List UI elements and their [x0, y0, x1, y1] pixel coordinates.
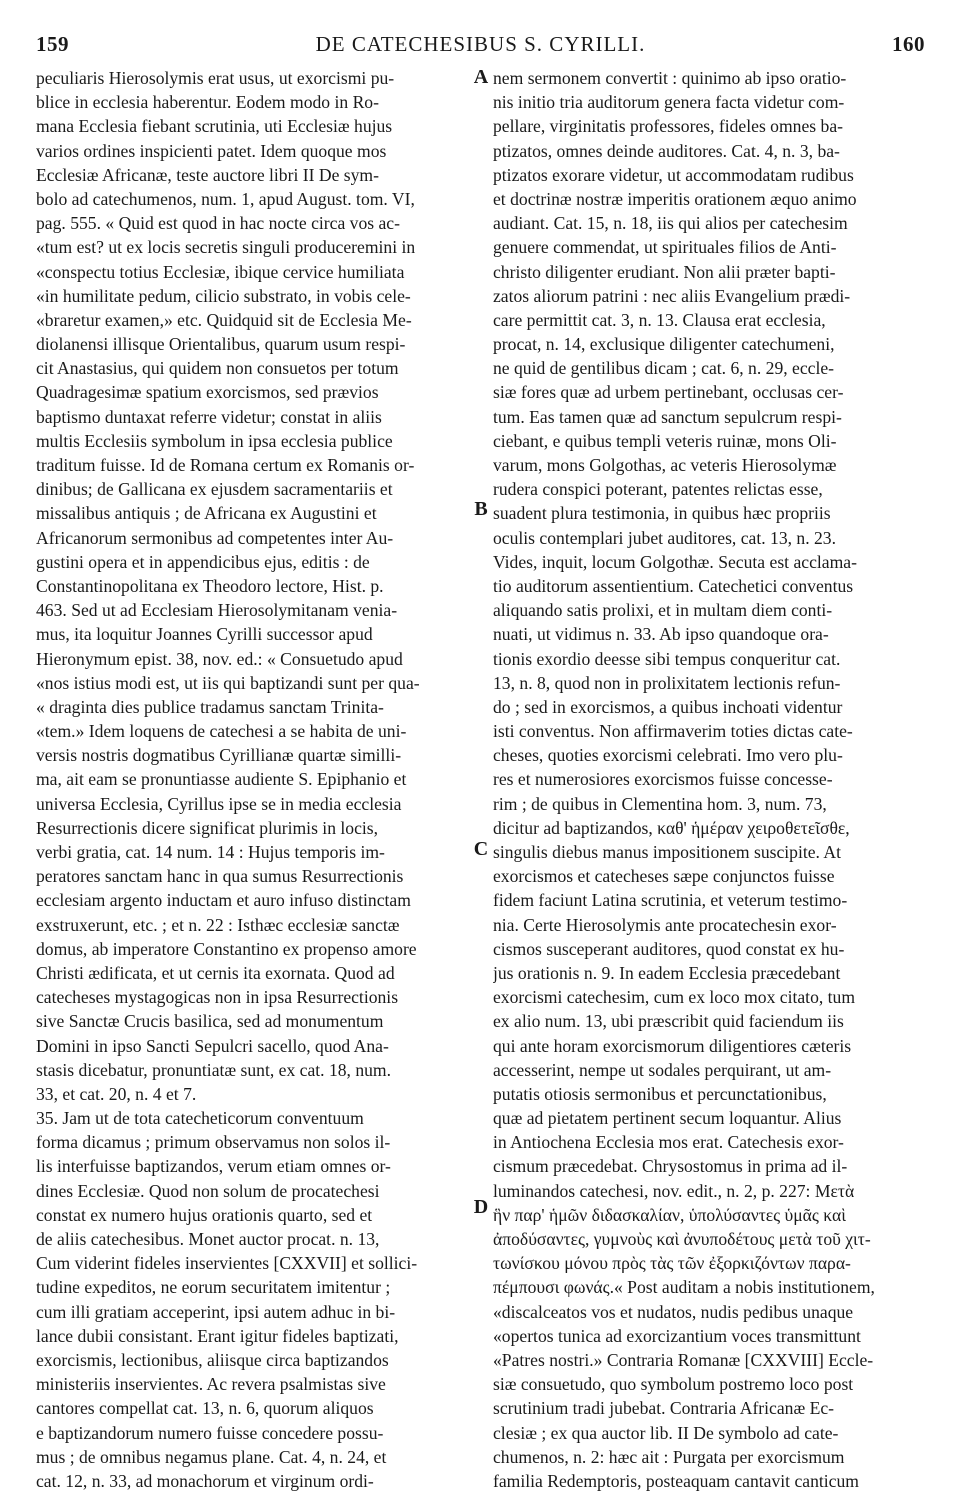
text-line: blice in ecclesia haberentur. Eodem modo in Ro-: [36, 92, 379, 113]
text-line: fidem faciunt Latina scrutinia, et veterum testimo-: [493, 890, 848, 911]
text-line: care permittit cat. 3, n. 13. Clausa erat ecclesia,: [493, 309, 826, 330]
text-line: Vides, inquit, locum Golgothæ. Secuta est acclama-: [493, 551, 857, 572]
text-line: ἀποδύσαντες, γυμνοὺς καὶ ἀνυποδέτους μετὰ τοῦ χιτ-: [493, 1229, 871, 1249]
margin-letter-d: D: [473, 1196, 489, 1218]
text-line: Cum viderint fideles inservientes [CXXVII] et sollici-: [36, 1253, 418, 1274]
text-line: nia. Certe Hierosolymis ante procatechesin exor-: [493, 914, 837, 935]
text-line: diolanensi illisque Orientalibus, quarum usum respi-: [36, 334, 406, 355]
text-line: ministeriis inservientes. Ac revera psalmistas sive: [36, 1374, 386, 1395]
text-line: stasis dicebatur, pronuntiatæ sunt, ex cat. 18, num.: [36, 1059, 392, 1080]
text-line: cum illi gratiam acceperint, ipsi autem adhuc in bi-: [36, 1301, 396, 1322]
text-line: multis Ecclesiis symbolum in ipsa ecclesia publice: [36, 430, 393, 451]
text-line: zatos aliorum patrini : nec aliis Evangelium prædi-: [493, 285, 851, 306]
text-line: exorcismos et catecheses sæpe conjunctos fuisse: [493, 866, 835, 887]
text-line: peratores sanctam hanc in qua sumus Resurrectionis: [36, 866, 404, 887]
text-line: nem sermonem convertit : quinimo ab ipso oratio-: [493, 68, 847, 88]
text-line: ptizatos exorare videtur, ut accommodatam rudibus: [493, 164, 854, 185]
text-line: rim ; de quibus in Clementina hom. 3, num. 73,: [493, 793, 827, 814]
text-line: jus orationis n. 9. In eadem Ecclesia præcedebant: [493, 962, 841, 983]
text-line: baptismo duntaxat referre videtur; constat in aliis: [36, 406, 382, 427]
text-line: ptizatos, omnes deinde auditores. Cat. 4, n. 3, ba-: [493, 140, 840, 161]
text-line: cantores compellat cat. 13, n. 6, quorum aliquos: [36, 1398, 374, 1419]
text-line: christo diligenter erudiant. Non alii præter bapti-: [493, 261, 836, 282]
text-line: 33, et cat. 20, n. 4 et 7.: [36, 1083, 197, 1104]
text-line: lance dubii consistant. Erant igitur fideles baptizati,: [36, 1325, 399, 1346]
left-text-column: [36, 66, 472, 1493]
text-line: luminandos catechesi, nov. edit., n. 2, p. 227: Μετὰ: [493, 1180, 855, 1201]
text-line: cheses, quoties exorcismi celebrati. Imo vero plu-: [493, 745, 843, 766]
text-line: mana Ecclesia fiebant scrutinia, uti Ecclesiæ hujus: [36, 116, 393, 137]
text-line: lis interfuisse baptizandos, verum etiam omnes or-: [36, 1156, 391, 1177]
text-line: traditum fuisse. Id de Romana certum ex Romanis or-: [36, 455, 415, 475]
text-line: clesiæ ; ex qua auctor lib. II De symbolo ad cate-: [493, 1422, 839, 1443]
page-header: [36, 32, 925, 66]
text-line: aliquando satis prolixi, et in multam diem conti-: [493, 600, 833, 621]
text-line: 35. Jam ut de tota catecheticorum conventuum: [36, 1108, 364, 1129]
text-line: ecclesiam argento inductam et auro infuso distinctam: [36, 890, 411, 911]
text-line: tio auditorum assentientium. Catechetici conventus: [493, 575, 854, 596]
text-line: suadent plura testimonia, in quibus hæc propriis: [493, 503, 831, 524]
text-line: putatis otiosis sermonibus et percunctationibus,: [493, 1083, 827, 1104]
text-line: Ecclesiæ Africanæ, teste auctore libri II De sym-: [36, 164, 379, 185]
text-line: versis nostris dogmatibus Cyrillianæ quartæ similli-: [36, 745, 402, 766]
text-line: «Patres nostri.» Contraria Romanæ [CXXVIII] Eccle-: [493, 1349, 874, 1370]
running-title: DE CATECHESIBUS S. CYRILLI.: [315, 32, 646, 56]
text-line: τωνίσκου μόνου πρὸς τὰς τῶν ἐξορκιζόντων παρα-: [493, 1253, 851, 1274]
text-line: gustini opera et in appendicibus ejus, editis : de: [36, 551, 370, 572]
text-line: « draginta dies publice tradamus sanctam Trinita-: [36, 696, 384, 717]
text-line: singulis diebus manus impositionem suscipite. At: [493, 842, 841, 862]
text-line: e baptizandorum numero fuisse concedere possu-: [36, 1422, 384, 1443]
text-line: constat ex numero hujus orationis quarto, sed et: [36, 1204, 373, 1225]
text-line: ciebant, e quibus templi veteris ruinæ, mons Oli-: [493, 430, 837, 451]
text-line: do ; sed in exorcismos, a quibus inchoati videntur: [493, 696, 843, 717]
text-line: quæ ad pietatem pertinent secum loquantur. Alius: [493, 1108, 842, 1129]
margin-letter-c: C: [473, 838, 489, 860]
text-line: tudine expeditos, ne eorum securitatem imitentur ;: [36, 1277, 391, 1298]
text-line: mus ; de omnibus negamus plane. Cat. 4, n. 24, et: [36, 1446, 387, 1467]
text-line: «conspectu totius Ecclesiæ, ibique cervice humiliata: [36, 261, 405, 282]
text-line: chumenos, n. 2: hæc ait : Purgata per exorcismum: [493, 1446, 845, 1467]
text-line: tionis exordio deesse sibi tempus conqueritur cat.: [493, 648, 841, 669]
text-line: de aliis catechesibus. Monet auctor procat. n. 13,: [36, 1229, 380, 1249]
text-line: dinibus; de Gallicana ex ejusdem sacramentariis et: [36, 479, 393, 500]
text-line: 13, n. 8, quod non in prolixitatem lectionis refun-: [493, 672, 841, 693]
text-line: cat. 12, n. 33, ad monachorum et virginum ordi-: [36, 1470, 374, 1491]
text-line: Christi ædificata, et ut cernis ita exornata. Quod ad: [36, 962, 395, 983]
text-line: scrutinium tradi jubebat. Contraria Africanæ Ec-: [493, 1398, 835, 1419]
margin-section-letters: [470, 66, 492, 1466]
text-line: «tem.» Idem loquens de catechesi a se habita de uni-: [36, 721, 407, 742]
text-line: exorcismi catechesim, cum ex loco mox citato, tum: [493, 987, 856, 1008]
text-line: procat, n. 14, exclusique diligenter catechumeni,: [493, 334, 835, 355]
text-line: ex alio num. 13, ubi præscribit quid faciendum iis: [493, 1011, 844, 1032]
text-line: Resurrectionis dicere significat plurimis in locis,: [36, 817, 379, 838]
text-line: Constantinopolitana ex Theodoro lectore, Hist. p.: [36, 575, 384, 596]
text-line: audiant. Cat. 15, n. 18, iis qui alios per catechesim: [493, 213, 848, 234]
text-line: exorcismis, lectionibus, aliisque circa baptizandos: [36, 1349, 389, 1370]
page-number-left: 159: [36, 32, 69, 56]
text-line: siæ fores quæ ad urbem pertinebant, occlusas cer-: [493, 382, 844, 403]
page-number-right: 160: [892, 32, 925, 56]
text-line: familia Redemptoris, posteaquam cantavit canticum: [493, 1470, 859, 1491]
text-line: ἣν παρ' ἡμῶν διδασκαλίαν, ὑπολύσαντες ὑμᾶς καὶ: [493, 1204, 846, 1225]
text-line: varios ordines inspicienti patet. Idem quoque mos: [36, 140, 387, 161]
text-line: verbi gratia, cat. 14 num. 14 : Hujus temporis im-: [36, 842, 385, 862]
text-line: «opertos tunica ad exorcizantium voces transmittunt: [493, 1325, 861, 1346]
text-line: πέμπουσι φωνάς.« Post auditam a nobis institutionem,: [493, 1277, 875, 1298]
text-line: rudera conspici poterant, patentes relictas esse,: [493, 479, 823, 500]
text-line: mus, ita loquitur Joannes Cyrilli successor apud: [36, 624, 373, 645]
text-line: Hieronymum epist. 38, nov. ed.: « Consuetudo apud: [36, 648, 403, 669]
text-line: dicitur ad baptizandos, καθ' ἡμέραν χειροθετεῖσθε,: [493, 817, 850, 838]
right-text-column: [493, 66, 931, 1493]
text-line: tum. Eas tamen quæ ad sanctum sepulcrum respi-: [493, 406, 842, 427]
text-line: siæ consuetudo, quo symbolum postremo loco post: [493, 1374, 854, 1395]
text-line: «discalceatos vos et nudatos, nudis pedibus unaque: [493, 1301, 854, 1322]
text-line: nis initio tria auditorum genera facta videtur com-: [493, 92, 845, 113]
text-line: domus, ab imperatore Constantino ex propenso amore: [36, 938, 417, 959]
text-line: catecheses mystagogicas non in ipsa Resurrectionis: [36, 987, 399, 1008]
text-line: exstruxerunt, etc. ; et n. 22 : Isthæc ecclesiæ sanctæ: [36, 914, 400, 935]
text-line: cismos susceperant auditores, quod constat ex hu-: [493, 938, 845, 959]
text-line: oculis contemplari jubet auditores, cat. 13, n. 23.: [493, 527, 836, 548]
text-line: «braretur examen,» etc. Quidquid sit de Ecclesia Me-: [36, 309, 412, 330]
text-line: genuere commendat, ut spirituales filios de Anti-: [493, 237, 837, 258]
text-line: «tum est? ut ex locis secretis singuli produceremini in: [36, 237, 416, 258]
margin-letter-a: A: [473, 66, 489, 88]
text-line: in Antiochena Ecclesia mos erat. Catechesis exor-: [493, 1132, 844, 1153]
text-line: accesserint, nempe ut sodales perquirant, ut am-: [493, 1059, 832, 1080]
text-line: qui ante horam exorcismorum diligentiores cæteris: [493, 1035, 852, 1056]
text-line: peculiaris Hierosolymis erat usus, ut exorcismi pu-: [36, 68, 395, 88]
text-line: pellare, virginitatis professores, fideles omnes ba-: [493, 116, 843, 137]
text-line: universa Ecclesia, Cyrillus ipse se in media ecclesia: [36, 793, 402, 814]
text-line: forma dicamus ; primum observamus non solos il-: [36, 1132, 391, 1153]
text-line: pag. 555. « Quid est quod in hac nocte circa vos ac-: [36, 213, 400, 234]
text-line: nuati, ut vidimus n. 33. Ab ipso quandoque ora-: [493, 624, 829, 645]
text-line: ne quid de gentilibus dicam ; cat. 6, n. 29, eccle-: [493, 358, 835, 379]
text-line: «nos istius modi est, ut iis qui baptizandi sunt per qua-: [36, 672, 420, 693]
text-line: bolo ad catechumenos, num. 1, apud August. tom. VI,: [36, 188, 415, 209]
text-line: ma, ait eam se pronuntiasse audiente S. Epiphanio et: [36, 769, 407, 790]
text-line: et doctrinæ nostræ imperitis orationem æquo animo: [493, 188, 857, 209]
text-line: cismum præcedebat. Chrysostomus in prima ad il-: [493, 1156, 848, 1177]
text-line: varum, mons Golgothas, ac veteris Hierosolymæ: [493, 455, 837, 475]
text-line: dines Ecclesiæ. Quod non solum de procatechesi: [36, 1180, 380, 1201]
text-line: Domini in ipso Sancti Sepulcri sacello, quod Ana-: [36, 1035, 389, 1056]
text-line: res et numerosiores exorcismos fuisse concesse-: [493, 769, 833, 790]
margin-letter-b: B: [474, 498, 488, 520]
text-line: isti conventus. Non affirmaverim toties dictas cate-: [493, 721, 853, 742]
text-line: Quadragesimæ spatium exorcismos, sed prævios: [36, 382, 379, 403]
text-line: sive Sanctæ Crucis basilica, sed ad monumentum: [36, 1011, 384, 1032]
text-line: cit Anastasius, qui quidem non consuetos per totum: [36, 358, 399, 379]
text-line: missalibus antiquis ; de Africana ex Augustini et: [36, 503, 377, 524]
text-line: Africanorum sermonibus ad competentes inter Au-: [36, 527, 394, 548]
text-line: «in humilitate pedum, cilicio substrato, in vobis cele-: [36, 285, 411, 306]
text-line: 463. Sed ut ad Ecclesiam Hierosolymitanam venia-: [36, 600, 398, 621]
